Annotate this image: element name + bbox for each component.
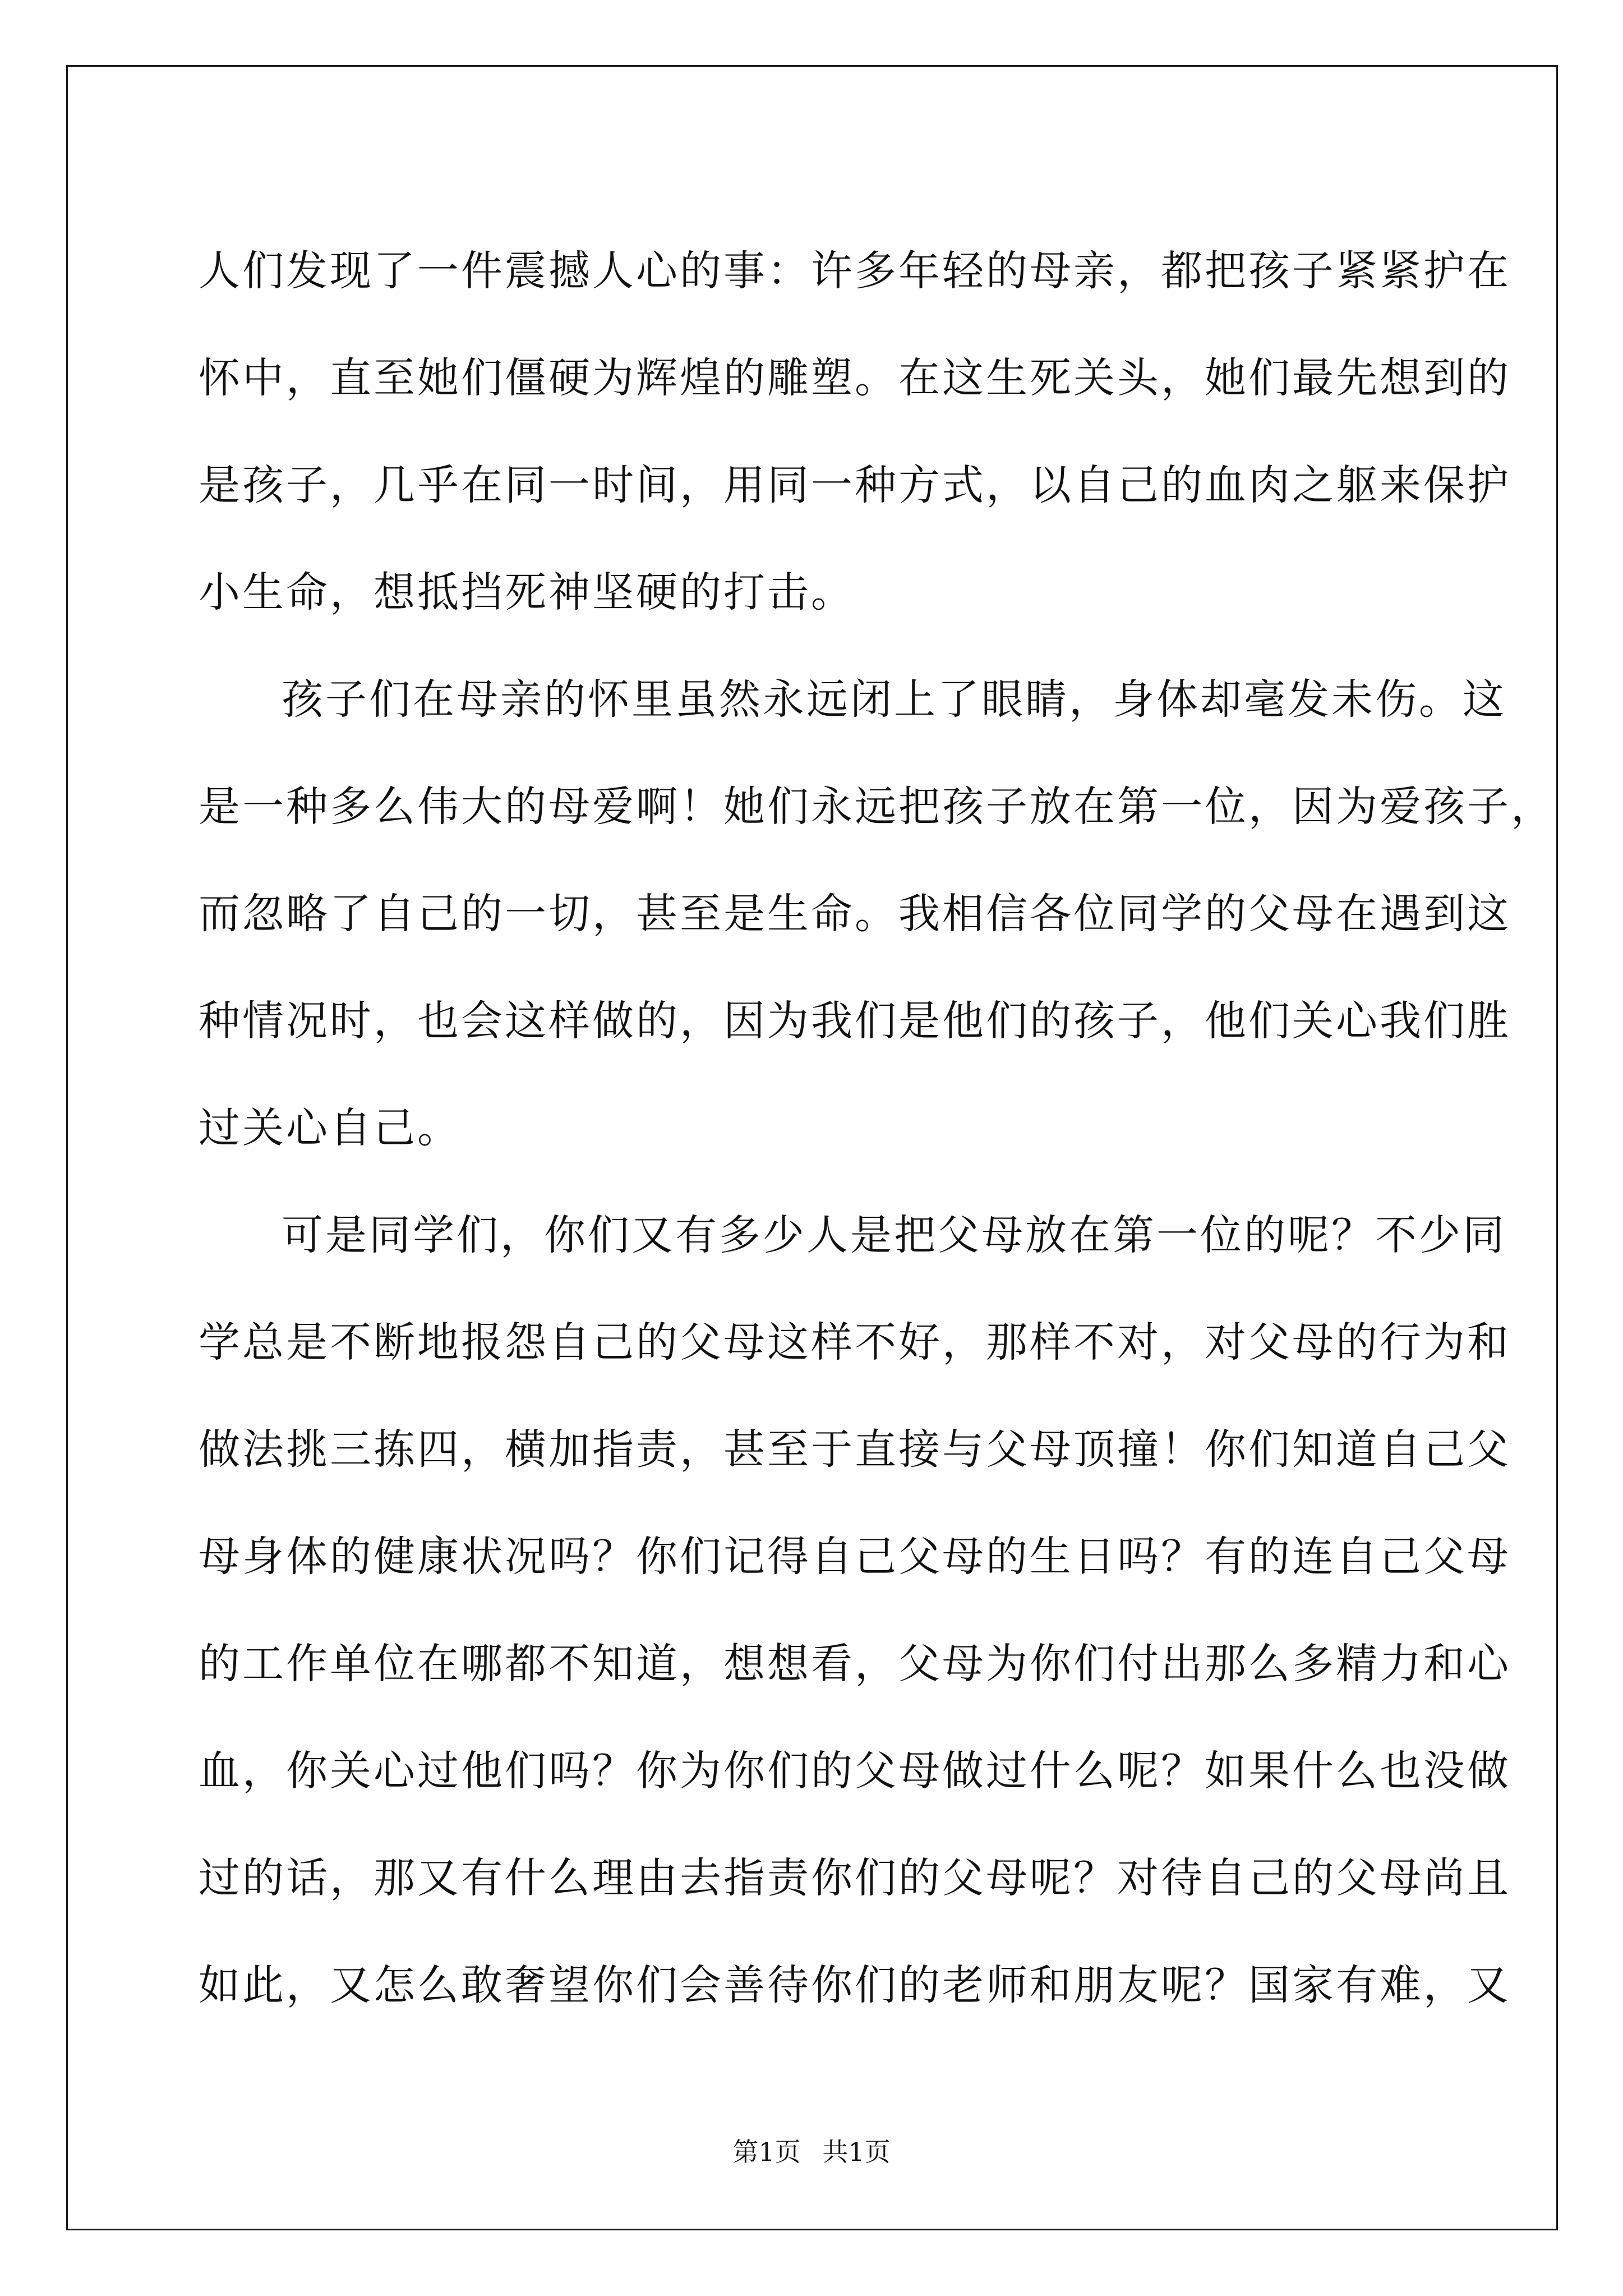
text-line: 小生命，想抵挡死神坚硬的打击。 bbox=[199, 568, 855, 616]
text-line: 血，你关心过他们吗？你为你们的父母做过什么呢？如果什么也没做 bbox=[199, 1747, 1511, 1795]
page-number-total: 共1页 bbox=[822, 2137, 891, 2167]
text-line: 是孩子，几乎在同一时间，用同一种方式，以自己的血肉之躯来保护 bbox=[199, 461, 1511, 509]
text-line: 是一种多么伟大的母爱啊！她们永远把孩子放在第一位，因为爱孩子， bbox=[199, 783, 1555, 831]
paragraph-start-line: 孩子们在母亲的怀里虽然永远闭上了眼睛，身体却毫发未伤。这 bbox=[282, 675, 1506, 724]
page-footer bbox=[0, 2132, 1623, 2169]
text-line: 过关心自己。 bbox=[199, 1104, 461, 1152]
page-number-current: 第1页 bbox=[732, 2137, 801, 2167]
document-body bbox=[199, 218, 1555, 2039]
text-line: 人们发现了一件震撼人心的事：许多年轻的母亲，都把孩子紧紧护在 bbox=[199, 247, 1511, 295]
text-line: 母身体的健康状况吗？你们记得自己父母的生日吗？有的连自己父母 bbox=[199, 1533, 1511, 1581]
text-line: 做法挑三拣四，横加指责，甚至于直接与父母顶撞！你们知道自己父 bbox=[199, 1425, 1511, 1474]
text-line: 怀中，直至她们僵硬为辉煌的雕塑。在这生死关头，她们最先想到的 bbox=[199, 354, 1511, 402]
text-line: 种情况时，也会这样做的，因为我们是他们的孩子，他们关心我们胜 bbox=[199, 997, 1511, 1045]
paragraph-start-line: 可是同学们，你们又有多少人是把父母放在第一位的呢？不少同 bbox=[282, 1211, 1506, 1259]
text-line: 而忽略了自己的一切，甚至是生命。我相信各位同学的父母在遇到这 bbox=[199, 890, 1511, 938]
text-line: 学总是不断地报怨自己的父母这样不好，那样不对，对父母的行为和 bbox=[199, 1318, 1511, 1366]
text-line: 过的话，那又有什么理由去指责你们的父母呢？对待自己的父母尚且 bbox=[199, 1854, 1511, 1902]
text-line: 如此，又怎么敢奢望你们会善待你们的老师和朋友呢？国家有难，又 bbox=[199, 1961, 1511, 2009]
text-line: 的工作单位在哪都不知道，想想看，父母为你们付出那么多精力和心 bbox=[199, 1640, 1511, 1688]
